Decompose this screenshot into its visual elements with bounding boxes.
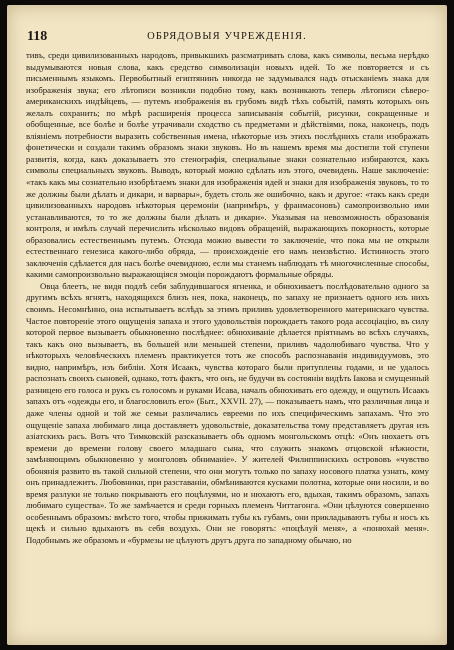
page-header [17,29,437,45]
paragraph-2: Овца блеетъ, не видя подлѣ себя заблудившагося ягненка, и обнюхиваетъ послѣдовательно одного за другимъ всѣхъ ягнятъ, находящихся близъ нея, пока, наконецъ, по запаху не признаетъ одного изъ нихъ своимъ. Несомнѣнно, она испытываетъ вслѣдъ за этимъ приливъ удовлетворенного материнскаго чувства. Частое повтореніе этого ощущенія запаха и этого удовольствія порождаетъ такого рода ассоціацію, въ силу которой первое вызываетъ обыкновенно послѣднее: обнюхиваніе дѣлается пріятнымъ во всѣхъ случаяхъ, такъ какъ оно вызываетъ, въ большей или меньшей степени, приливъ чадолюбиваго чувства. Что у нѣкоторыхъ человѣческихъ племенъ практикуется тотъ же способъ распознаванія индивидуумовъ, это видно, напримѣръ, изъ библіи. Хотя Исаакъ, чувства котораго были притуплены годами, и не удалось распознать своихъ сыновей, однако, тотъ фактъ, что онъ, не будучи въ состояніи видѣть Іакова и смущенный разницею его голоса и рукъ съ голосомъ и руками Исава, началъ обнюхивать его одежду, и ощутилъ Исаакъ запахъ отъ «одежды его, и благословилъ его» (Быт., XXVII. 27), — показываетъ намъ, что различныя лица и даже члены одной и той же семьи различались еврееми по ихъ специфическимъ запахамъ. Что это ощущеніе запаха любимаго лица доставляетъ удовольствіе, доказательства тому представляетъ другая изъ азіатскихъ расъ. Вотъ что Тимковскій разсказываетъ объ одномъ монгольскомъ отцѣ: «Онъ нюхаетъ отъ времени до времени голову своего младшаго сына, что служить знакомъ отцовской нѣжности, замѣняющимъ обыкновенно у монголовъ обниманіе». У жителей Филиппинскихъ острововъ «чувство обонянія развито въ такой сильной степени, что они могутъ только по запаху носового платка узнать, кому онъ принадлежитъ. Любовники, при разставаніи, обмѣниваются кусками полотна, которые они носили, и во время разлуки не только покрываютъ его поцѣлуями, но и нюхаютъ его, вдыхая, такимъ образомъ, запахъ любимаго существа». То же замѣчается и среди горныхъ племенъ Читтагонга. «Они цѣлуются совершенно особеннымъ образомъ: вмѣсто того, чтобы прижимать губы къ губамъ, они прикладываютъ губы и носъ къ щекѣ и сильно вдыхаютъ въ себя воздухъ. Они не говорятъ: «поцѣлуй меня», а «понюхай меня». Подобнымъ же образомъ и «бурмезы не цѣлуютъ другъ друга по западному обычаю, но [26,280,429,545]
paragraph-1: тивъ, среди цивилизованныхъ народовъ, привыкшихъ разсматривать слова, какъ символы, весьма нерѣдко выдумываются новыя слова, какъ средство символизаціи новыхъ идей. То же повторяется и съ письменнымъ языкомъ. Первобытный египтянинъ никогда не задумывался надъ отысканіемъ знака для изображенія звука; его лѣтописи возникли подобно тому, какъ возникають теперь лѣтописи сѣверо-американскихъ индѣйцевъ, — путемъ изображенія въ грубомъ видѣ тѣхъ событій, память которыхъ онъ желалъ сохранить; по мѣрѣ расширенія процесса записыванія событій, рисунки, сокращенные и обобщенные, все болѣе и болѣе утрачивали сходство съ предметами и дѣйствіями, пока, наконецъ, подъ вліяніемъ потребности выразить собственныя имена, нѣкоторые изъ этихъ послѣднихъ стали изображать фонетически и создали такимъ образомъ знаки звуковъ. Но въ нашемъ время мы достигли той ступени развитія, когда, какъ доказываетъ это стенографія, специальные знаки сознательно избираются, какъ символы специальныхъ звуковъ. Выводъ, который можно сдѣлать изъ этого, очевидень. Наше заключеніе: «такъ какъ мы сознательно изобрѣтаемъ знаки для изображенія идей и знаки для изображенія звуковъ, то то же должны были дѣлать и дикари, и варвары», будеть столь же ошибочно, какъ и другое: «такъ какъ среди цивилизованныхъ народовъ нѣкоторыя церемоніи (напримѣръ, у франмасоновъ) самопроизвольно ими устанавливаются, то то же должны были дѣлать и дикари». Указывая на невозможность образованія контроля, и имѣлъ случай перечислить нѣсколько видовъ обращеній, выражающихъ покорность, которые образовались естественнымъ путемъ. Отсюда можно вывести то заключеніе, что пока мы не открыли естественнаго генезиса какого-либо обряда, — происхожденіе его намъ неизвѣстно. Истинность этого заключенія сдѣлается для насъ болѣе очевидною, если мы станемъ наблюдать тѣ многочисленные способы, какими самопроизвольно выражающіяся эмоціи порождаютъ формальные обряды. [26,50,429,280]
running-title: ОБРЯДОВЫЯ УЧРЕЖДЕНІЯ. [147,31,307,42]
book-page [7,5,447,645]
body-text [26,50,429,637]
page-number: 118 [27,29,48,44]
